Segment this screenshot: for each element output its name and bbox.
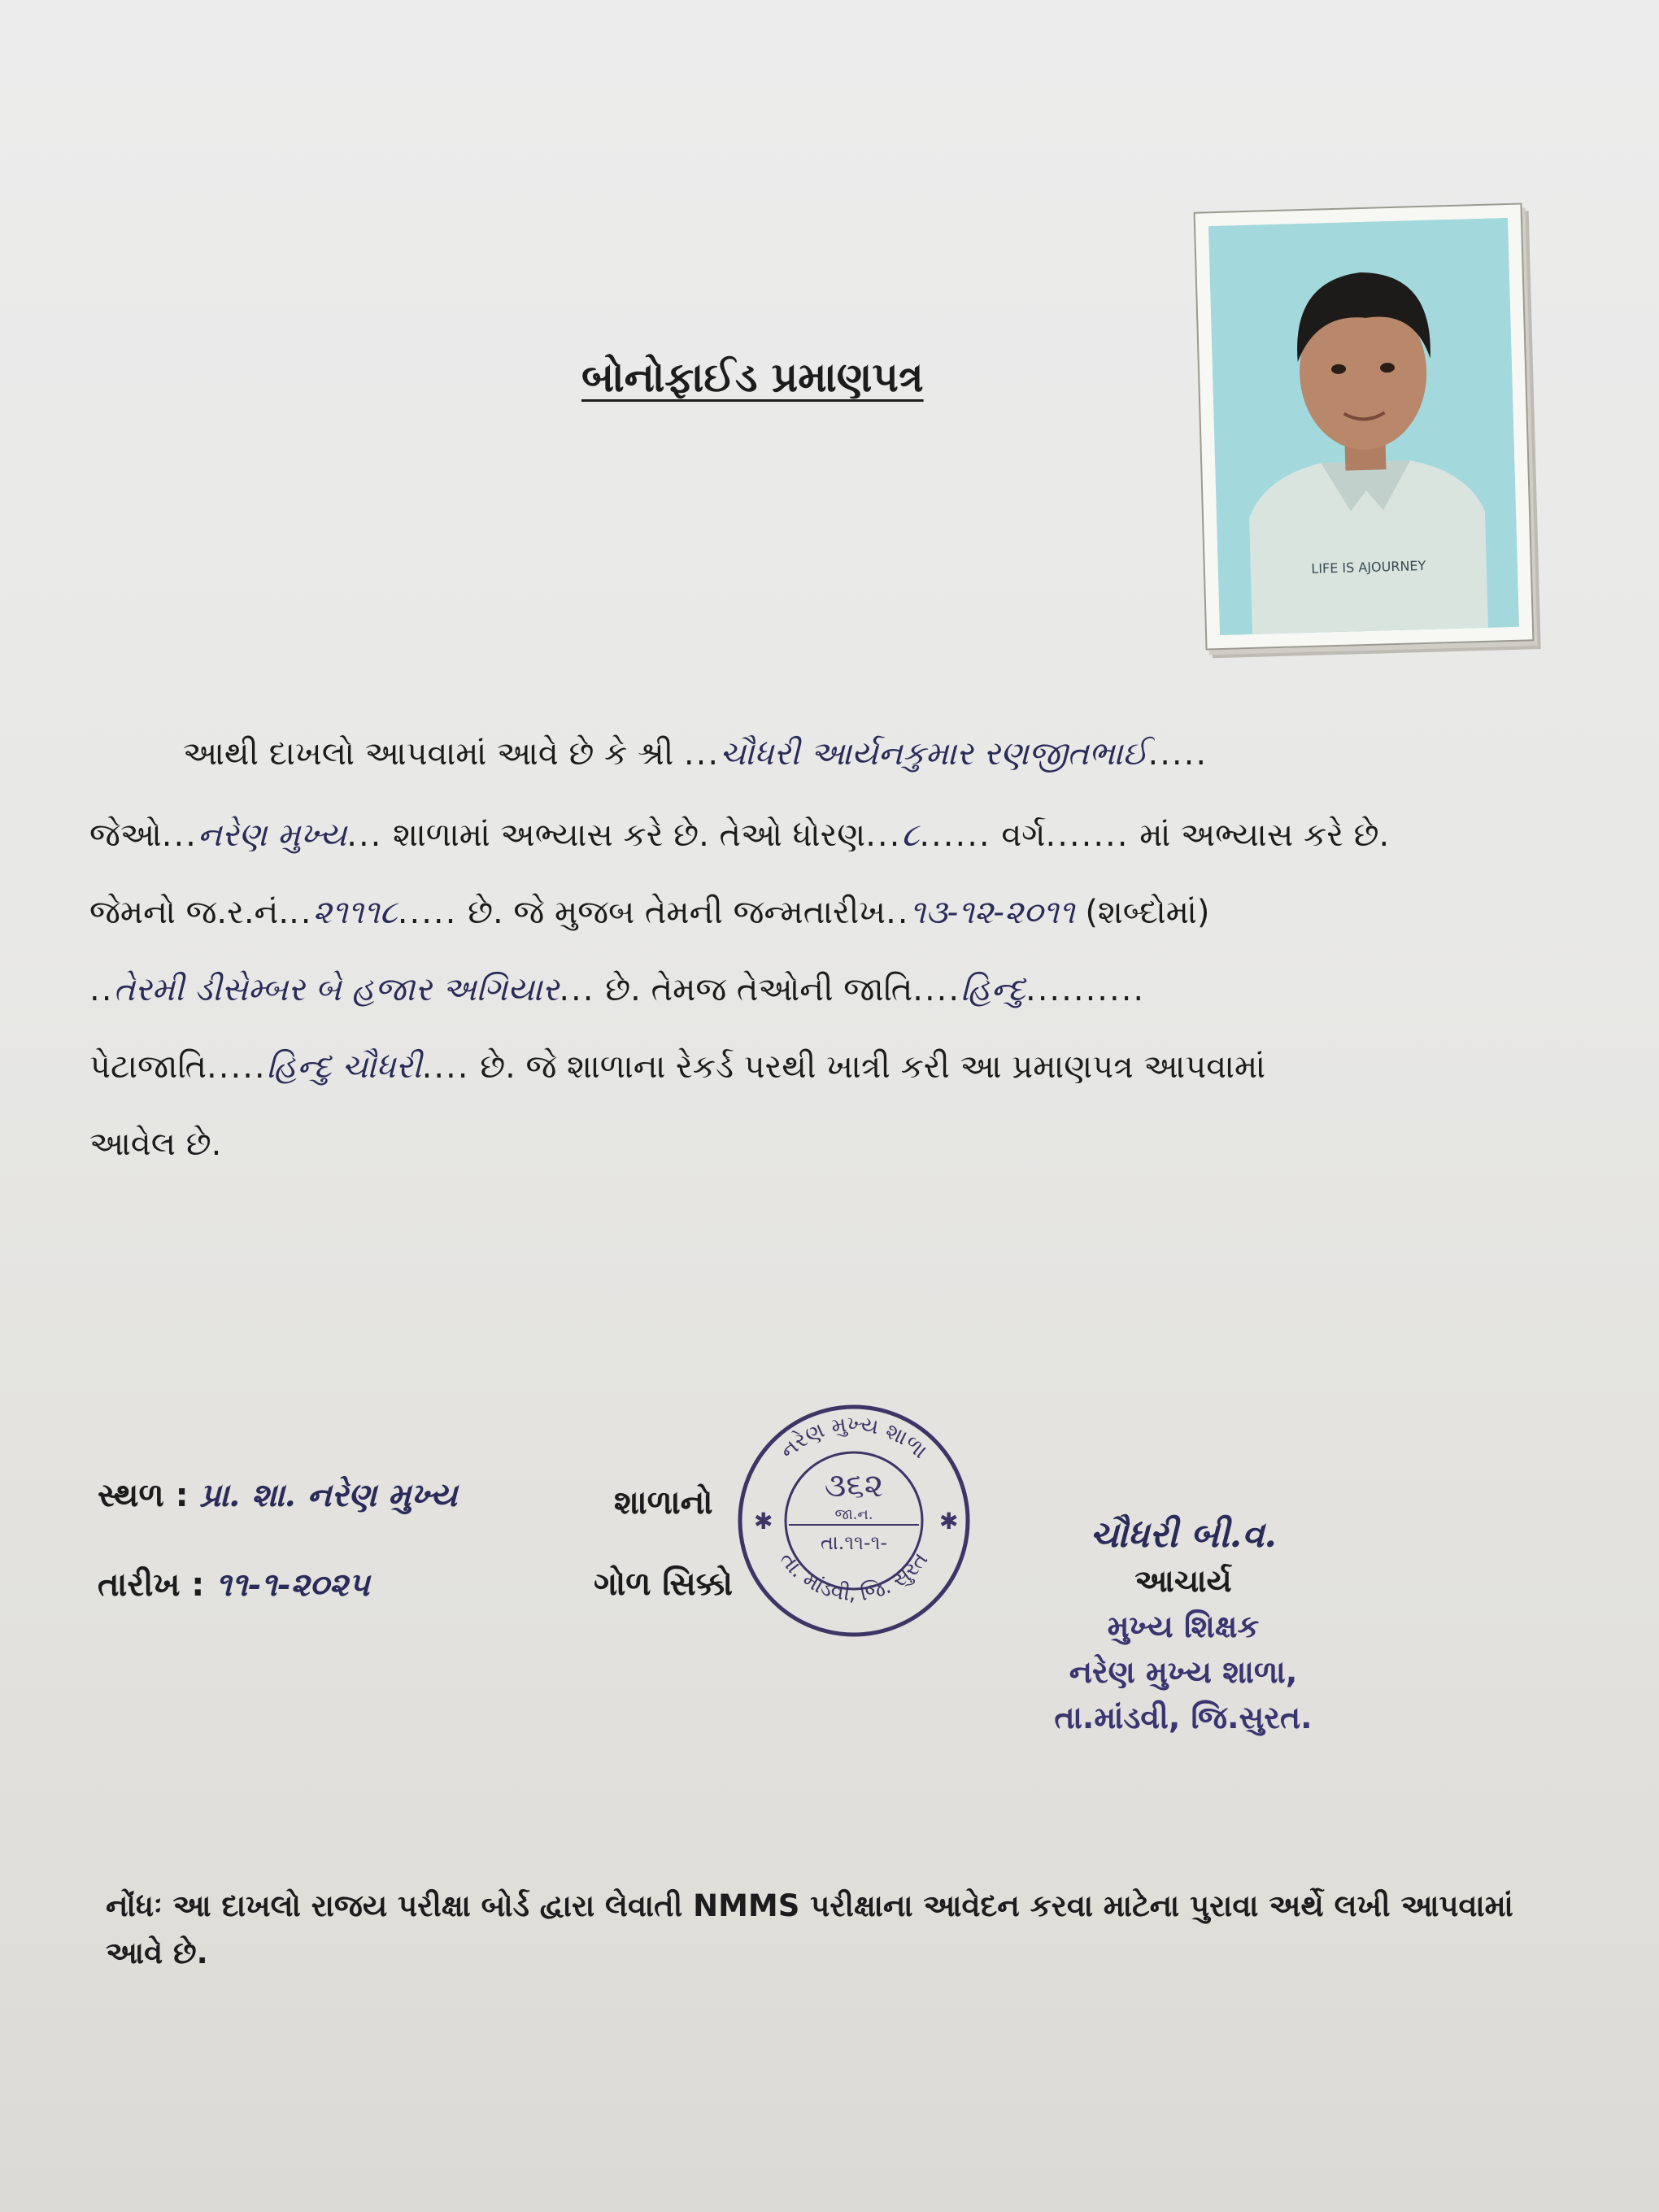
place-value: પ્રા. શા. નરેણ મુખ્ય — [199, 1476, 458, 1514]
birth-date-words: તેરમી ડીસેમ્બર બે હજાર અગિયાર — [113, 971, 560, 1008]
body-line-1: આથી દાખલો આપવામાં આવે છે કે શ્રી ...ચૌધરી આર્યનકુમાર રણજીતભાઈ..... — [183, 735, 1208, 773]
date-value: ૧૧-૧-૨૦૨૫ — [216, 1565, 370, 1604]
handwritten-signature: ચૌધરી બી.વ. — [1090, 1514, 1277, 1556]
seal-label-1: શાળાનો — [614, 1484, 713, 1522]
place-row — [98, 1476, 457, 1514]
seal-star-right: ✱ — [939, 1508, 959, 1535]
line5-b: છે. જે શાળાના રેકર્ડ પરથી ખાત્રી કરી આ પ્રમાણપત્ર આપવામાં — [480, 1048, 1265, 1086]
birth-date: ૧૩-૧૨-૨૦૧૧ — [909, 894, 1075, 931]
school-seal — [736, 1403, 972, 1639]
signature-block — [1021, 1513, 1346, 1740]
seal-star-left: ✱ — [754, 1508, 773, 1535]
footnote: નોંધઃ આ દાખલો રાજય પરીક્ષા બોર્ડ દ્વારા લેવાતી NMMS પરીક્ષાના આવેદન કરવા માટેના પુરાવા અર્થે લખી આપવામાં આવે છે. — [106, 1888, 1513, 1970]
shirt-print: LIFE IS AJOURNEY — [1311, 557, 1426, 577]
line5-a: પેટાજાતિ — [89, 1048, 207, 1086]
body-line-2: જેઓ...નરેણ મુખ્ય... શાળામાં અભ્યાસ કરે છે. તેઓ ધોરણ...૮...... વર્ગ....... માં અભ્યાસ કરે છે. — [89, 816, 1390, 854]
register-number: ૨૧૧૧૮ — [312, 894, 398, 931]
student-photo-frame — [1194, 202, 1535, 650]
student-photo — [1208, 218, 1519, 635]
line6: આવેલ છે. — [89, 1126, 222, 1163]
signatory-title: મુખ્ય શિક્ષક — [1107, 1609, 1260, 1644]
seal-ring-bottom: તા. માંડવી, જિ. સુરત — [774, 1548, 934, 1607]
line3-b: છે. જે મુજબ તેમની જન્મતારીખ — [468, 894, 886, 931]
body-line-4: ..તેરમી ડીસેમ્બર બે હજાર અગિયાર... છે. તેમજ તેઓની જાતિ....હિન્દુ.......... — [89, 971, 1146, 1008]
seal-ring-top: નરેણ મુખ્ય શાળા — [775, 1412, 932, 1464]
sub-caste: હિન્દુ ચૌધરી — [266, 1048, 422, 1086]
body-line-5: પેટાજાતિ.....હિન્દુ ચૌધરી.... છે. જે શાળાના રેકર્ડ પરથી ખાત્રી કરી આ પ્રમાણપત્ર આપવામાં — [89, 1048, 1265, 1086]
caste: હિન્દુ — [960, 971, 1025, 1008]
standard: ૮ — [901, 816, 920, 854]
student-name: ચૌધરી આર્યનકુમાર રણજીતભાઈ — [720, 735, 1148, 773]
date-row — [98, 1565, 370, 1604]
document-title: બોનોફાઈડ પ્રમાણપત્ર — [581, 354, 924, 401]
line2-c: વર્ગ — [1001, 816, 1046, 854]
seal-label-2: ગોળ સિક્કો — [594, 1565, 734, 1603]
place-label: સ્થળ : — [98, 1477, 189, 1514]
body-line-3: જેમનો જ.ર.નં...૨૧૧૧૮..... છે. જે મુજબ તેમની જન્મતારીખ..૧૩-૧૨-૨૦૧૧ (શબ્દોમાં) — [89, 894, 1210, 931]
signatory-school: નરેણ મુખ્ય શાળા, — [1069, 1654, 1298, 1690]
date-label: તારીખ : — [98, 1566, 205, 1604]
seal-line-a: જા.ન. — [834, 1506, 873, 1523]
school-name: નરેણ મુખ્ય — [197, 816, 347, 854]
signatory-role: આચાર્ય — [1134, 1563, 1232, 1599]
seal-line-b: તા.૧૧-૧- — [820, 1531, 888, 1554]
line2-a: જેઓ — [89, 816, 162, 854]
line3-c: (શબ્દોમાં) — [1085, 894, 1210, 931]
line2-b: શાળામાં અભ્યાસ કરે છે. તેઓ ધોરણ — [393, 816, 866, 854]
body-line-6 — [89, 1126, 1545, 1162]
line3-a: જેમનો જ.ર.નં. — [89, 894, 290, 931]
line4-b: છે. તેમજ તેઓની જાતિ — [605, 971, 913, 1008]
line2-d: માં અભ્યાસ કરે છે. — [1139, 816, 1390, 854]
signatory-location: તા.માંડવી, જિ.સુરત. — [1054, 1700, 1313, 1735]
seal-number: ૩૬૨ — [824, 1467, 884, 1504]
line1-prefix: આથી દાખલો આપવામાં આવે છે કે શ્રી — [183, 735, 674, 773]
